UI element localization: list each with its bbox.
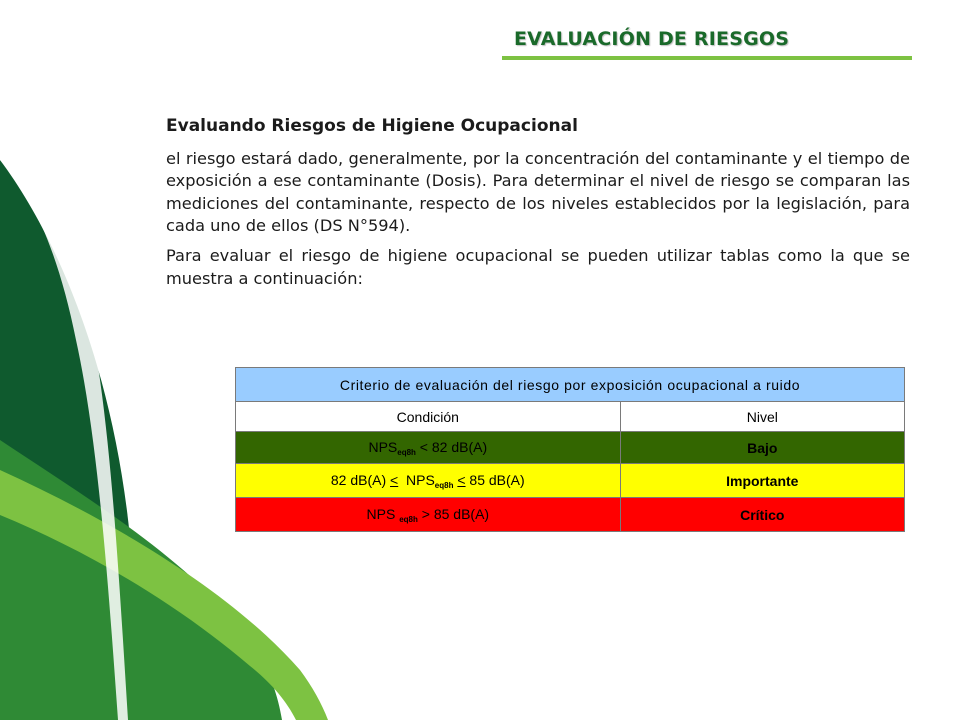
condition-cell xyxy=(236,498,621,532)
nps-subscript: eq8h xyxy=(399,514,418,524)
table-caption: Criterio de evaluación del riesgo por exposición ocupacional a ruido xyxy=(236,368,905,402)
condition-cell xyxy=(236,432,621,464)
content-block xyxy=(166,116,910,298)
nps-subscript: eq8h xyxy=(434,480,454,490)
condition-threshold: > 85 dB(A) xyxy=(417,505,490,522)
table-row-importante xyxy=(236,464,905,498)
risk-table-wrapper xyxy=(235,367,905,532)
table-row-bajo xyxy=(236,432,905,464)
less-equal-symbol: < xyxy=(457,471,466,488)
subheading: Evaluando Riesgos de Higiene Ocupacional xyxy=(166,116,578,136)
table-caption-row xyxy=(236,368,905,402)
condition-cell xyxy=(236,464,621,498)
table-header-row xyxy=(236,402,905,432)
header-level: Nivel xyxy=(620,402,904,432)
nps-label: NPS xyxy=(406,471,435,488)
level-cell: Crítico xyxy=(620,498,904,532)
paragraph-risk-explanation: el riesgo estará dado, generalmente, por la concentración del contaminante y el tiempo de exposición a ese contaminante (Dosis). Para determinar el nivel de riesgo se comparan las mediciones del contaminante, respecto de los niveles establecidos por la legislación, para cada uno de ellos (DS N°594). xyxy=(166,149,910,236)
risk-table xyxy=(235,367,905,532)
level-cell: Importante xyxy=(620,464,904,498)
condition-lower-bound: 82 dB(A) xyxy=(330,471,391,488)
title-underline xyxy=(502,56,912,60)
condition-threshold: < 82 dB(A) xyxy=(415,438,488,455)
header-condition: Condición xyxy=(236,402,621,432)
slide-title: EVALUACIÓN DE RIESGOS xyxy=(514,28,790,50)
paragraph-table-intro: Para evaluar el riesgo de higiene ocupacional se pueden utilizar tablas como la que se muestra a continuación: xyxy=(166,246,910,288)
nps-label: NPS xyxy=(366,505,400,522)
table-row-critico xyxy=(236,498,905,532)
condition-text xyxy=(331,472,525,488)
condition-text xyxy=(368,439,487,455)
less-equal-symbol: < xyxy=(390,471,399,488)
condition-text xyxy=(367,506,490,522)
title-block xyxy=(502,28,912,60)
nps-subscript: eq8h xyxy=(397,447,416,457)
condition-threshold: 85 dB(A) xyxy=(465,471,525,488)
level-cell: Bajo xyxy=(620,432,904,464)
nps-label: NPS xyxy=(368,438,398,455)
